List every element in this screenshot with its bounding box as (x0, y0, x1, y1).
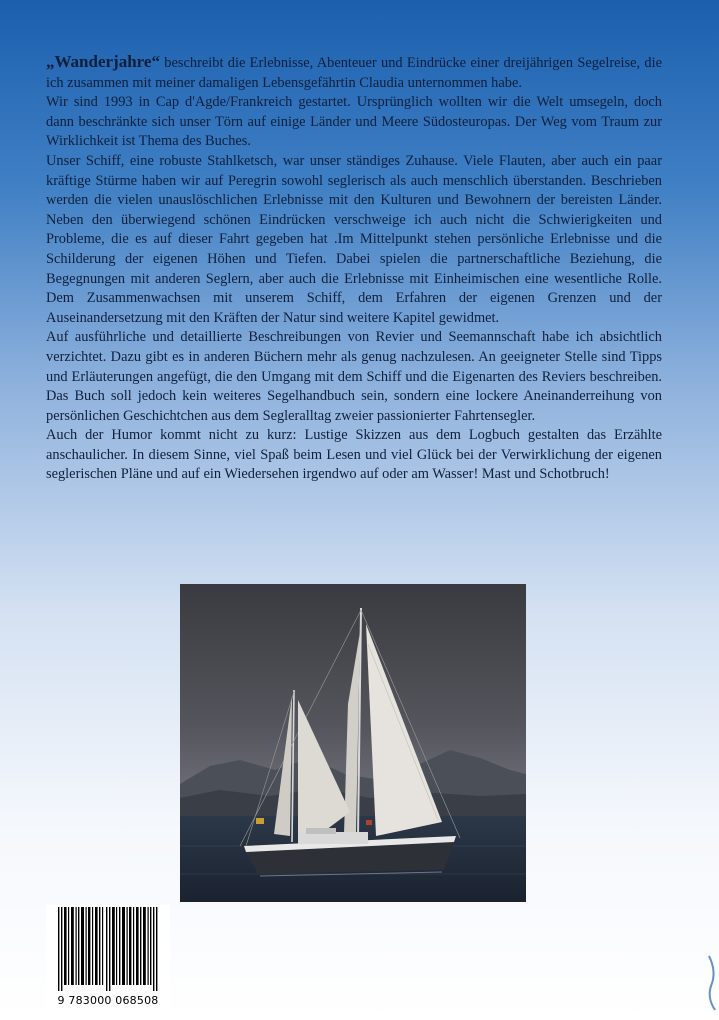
page-edge-mark (705, 952, 719, 1012)
isbn-barcode (46, 905, 170, 1009)
barcode-bars (46, 905, 170, 991)
paragraph-humor: Auch der Humor kommt nicht zu kurz: Lustige Skizzen aus dem Logbuch gestalten das Erzählte anschaulicher. In diesem Sinne, viel Spaß beim Lesen und viel Glück bei der Verwirklichung der eigenen seglerischen Pläne und auf ein Wiedersehen irgendwo auf oder am Wasser! Mast und Schotbruch! (46, 427, 662, 483)
paragraph-start: Wir sind 1993 in Cap d'Agde/Frankreich gestartet. Ursprünglich wollten wir die Welt umsegeln, doch dann beschränkte sich unser Törn auf einige Länder und Meere Südosteuropas. Der Weg vom Traum zur Wirklichkeit ist Thema des Buches. (46, 94, 662, 150)
paragraph-ship: Unser Schiff, eine robuste Stahlketsch, war unser ständiges Zuhause. Viele Flauten, aber auch ein paar kräftige Stürme haben wir auf Peregrin sowohl seglerisch als auch menschlich überstanden. Beschrieben werden die vielen unauslöschlichen Erlebnisse mit den Kulturen und Bewohnern der bereisten Länder. Neben den überwiegend schönen Eindrücken verschweige ich auch nicht die Schwierigkeiten und Probleme, die es auf dieser Fahrt gegeben hat .Im Mittelpunkt stehen persönliche Erlebnisse und die Schilderung der eigenen Höhen und Tiefen. Dabei spielen die partnerschaftliche Beziehung, die Begegnungen mit anderen Seglern, aber auch die Erlebnisse mit Einheimischen eine wesentliche Rolle. Dem Zusammenwachsen mit unserem Schiff, dem Erfahren der eigenen Grenzen und der Auseinandersetzung mit den Kräften der Natur sind weitere Kapitel gewidmet. (46, 152, 662, 326)
sailboat-photo (180, 584, 526, 902)
isbn-number: 9 783000 068508 (46, 994, 170, 1007)
intro-text: beschreibt die Erlebnisse, Abenteuer und Eindrücke einer dreijährigen Segelreise, die ich zusammen mit meiner damaligen Lebensgefährtin Claudia unternommen habe. (46, 55, 662, 91)
paragraph-intro (46, 52, 662, 93)
book-description (46, 52, 662, 485)
paragraph-scope: Auf ausführliche und detaillierte Beschreibungen von Revier und Seemannschaft habe ich absichtlich verzichtet. Dazu gibt es in anderen Büchern mehr als genug nachzulesen. An geeigneter Stelle sind Tipps und Erläuterungen angefügt, die den Umgang mit dem Schiff und die Eigenarten des Reviers beschreiben. Das Buch soll jedoch kein weiteres Segelhandbuch sein, sondern eine lockere Aneinanderreihung von persönlichen Geschichtchen aus dem Segleralltag zweier passionierter Fahrtensegler. (46, 329, 662, 424)
book-title: „Wanderjahre“ (46, 52, 160, 71)
